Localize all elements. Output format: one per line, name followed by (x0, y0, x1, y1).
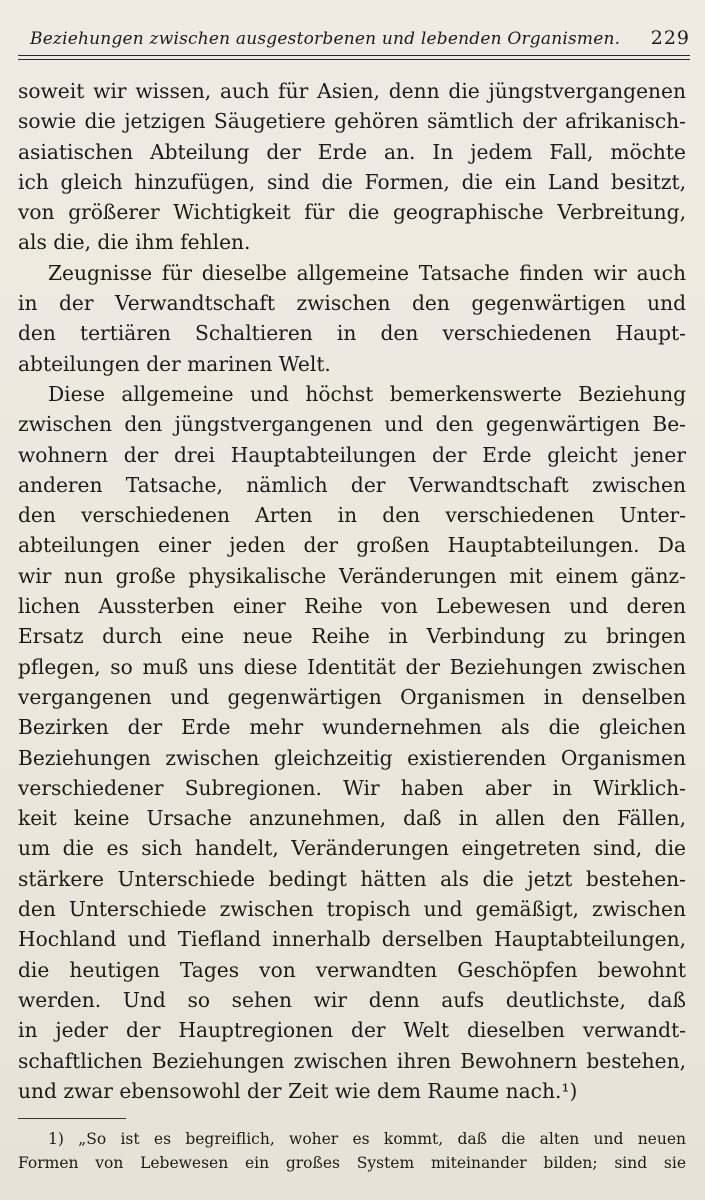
text-line: abteilungen der marinen Welt. (18, 351, 331, 376)
text-line: Beziehungen zwischen gleichzeitig existierenden Organismen (18, 745, 686, 770)
text-line: Hochland und Tiefland innerhalb derselben Hauptabteilungen, (18, 927, 686, 952)
text-line: anderen Tatsache, nämlich der Verwandtschaft zwischen (18, 472, 686, 497)
text-line: den tertiären Schaltieren in den verschiedenen Haupt- (18, 321, 686, 346)
running-title: Beziehungen zwischen ausgestorbenen und lebenden Organismen. (30, 29, 621, 49)
text-line: um die es sich handelt, Veränderungen eingetreten sind, die (18, 836, 686, 861)
text-line: von größerer Wichtigkeit für die geographische Verbreitung, (18, 200, 686, 225)
text-line: Bezirken der Erde mehr wundernehmen als die gleichen (18, 715, 686, 740)
text-line: schaftlichen Beziehungen zwischen ihren Bewohnern bestehen, (18, 1048, 686, 1073)
text-line: wir nun große physikalische Veränderungen mit einem gänz- (18, 563, 686, 588)
text-line: als die, die ihm fehlen. (18, 230, 251, 255)
text-line: in der Verwandtschaft zwischen den gegenwärtigen und (18, 291, 686, 316)
header-rule-thick (18, 55, 690, 56)
text-line: lichen Aussterben einer Reihe von Lebewesen und deren (18, 594, 686, 619)
text-line: Zeugnisse für dieselbe allgemeine Tatsache finden wir auch (48, 260, 686, 285)
text-line: Diese allgemeine und höchst bemerkenswerte Beziehung (48, 381, 686, 406)
footnotes (18, 1127, 686, 1175)
text-line: ich gleich hinzufügen, sind die Formen, die ein Land besitzt, (18, 169, 686, 194)
text-line: pflegen, so muß uns diese Identität der Beziehungen zwischen (18, 654, 686, 679)
text-line: und zwar ebensowohl der Zeit wie dem Raume nach.¹) (18, 1078, 578, 1103)
running-header (30, 27, 690, 49)
text-line: soweit wir wissen, auch für Asien, denn die jüngstvergangenen (18, 79, 686, 103)
text-line: zwischen den jüngstvergangenen und den gegenwärtigen Be- (18, 412, 686, 437)
text-line: sowie die jetzigen Säugetiere gehören sämtlich der afrikanisch- (18, 109, 686, 134)
header-rule-thin (18, 59, 690, 60)
footnote-line: 1) „So ist es begreiflich, woher es kommt, daß die alten und neuen (48, 1130, 686, 1148)
text-line: verschiedener Subregionen. Wir haben aber in Wirklich- (18, 775, 686, 800)
text-line: den verschiedenen Arten in den verschiedenen Unter- (18, 503, 686, 528)
body-text (18, 76, 686, 1106)
text-line: stärkere Unterschiede bedingt hätten als die jetzt bestehen- (18, 866, 686, 891)
text-line: abteilungen einer jeden der großen Hauptabteilungen. Da (18, 533, 686, 558)
page-number: 229 (650, 27, 690, 49)
text-line: die heutigen Tages von verwandten Geschöpfen bewohnt (18, 957, 686, 982)
text-line: Ersatz durch eine neue Reihe in Verbindung zu bringen (18, 624, 686, 649)
text-line: wohnern der drei Hauptabteilungen der Erde gleicht jener (18, 442, 686, 467)
text-line: keit keine Ursache anzunehmen, daß in allen den Fällen, (18, 806, 686, 831)
footnote-line: Formen von Lebewesen ein großes System miteinander bilden; sind sie (18, 1154, 686, 1172)
text-line: in jeder der Hauptregionen der Welt dieselben verwandt- (18, 1018, 686, 1043)
text-line: werden. Und so sehen wir denn aufs deutlichste, daß (18, 987, 686, 1012)
text-line: asiatischen Abteilung der Erde an. In jedem Fall, möchte (18, 139, 686, 164)
text-line: den Unterschiede zwischen tropisch und gemäßigt, zwischen (18, 897, 686, 922)
footnote-rule (18, 1118, 126, 1119)
text-line: vergangenen und gegenwärtigen Organismen in denselben (18, 684, 686, 709)
